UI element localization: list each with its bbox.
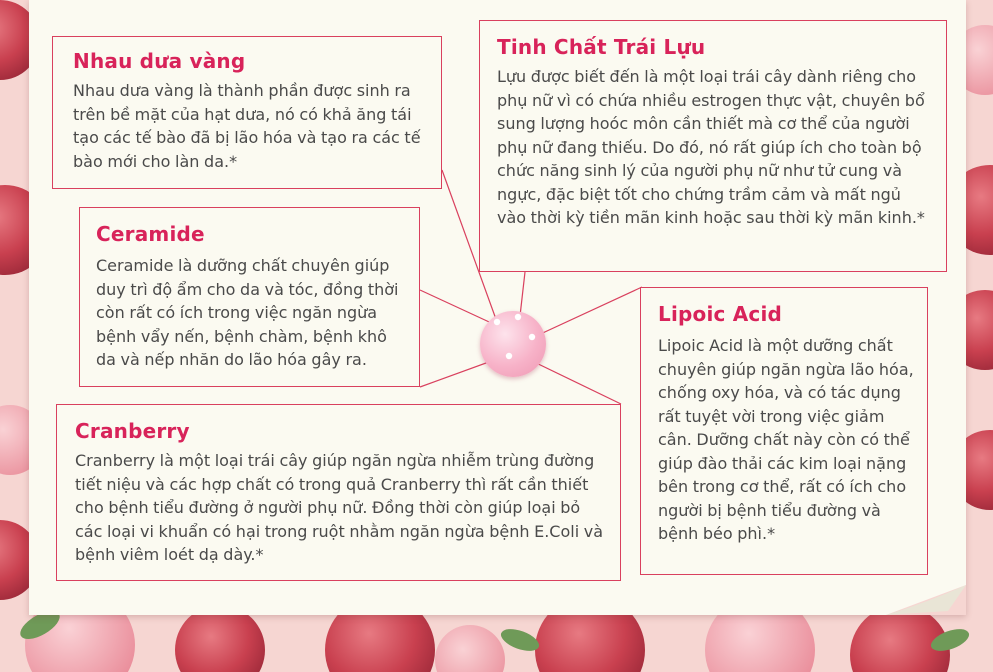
lipoic-acid-text: Lipoic Acid là một dưỡng chất chuyên giúp ngăn ngừa lão hóa, chống oxy hóa, và có tác dụng rất tuyệt vời trong việc giảm cân. Dưỡng chất này còn có thể giúp đào thải các kim loại nặng bên trong cơ thể, rất có ích cho người bị bệnh tiểu đường và bệnh béo phì.*	[658, 336, 914, 543]
ceramide-title: Ceramide	[96, 222, 205, 246]
nhau-dua-vang-title: Nhau dưa vàng	[73, 49, 246, 73]
tinh-chat-trai-luu-text: Lựu được biết đến là một loại trái cây dành riêng cho phụ nữ vì có chứa nhiều estrogen thực vật, chuyên bổ sung lượng hoóc môn cần thiết mà cơ thể của người phụ nữ đang thiếu. Do đó, nó rất giúp ích cho toàn bộ chức năng sinh lý của người phụ nữ như tử cung và ngực, đặc biệt tốt cho chứng trầm cảm và mất ngủ vào thời kỳ tiền mãn kinh hoặc sau thời kỳ mãn kinh.*	[497, 67, 925, 227]
card-page-curl	[886, 585, 966, 615]
lipoic-acid-box	[640, 287, 928, 575]
ceramide-box	[79, 207, 420, 387]
pink-capsule-icon	[480, 311, 546, 377]
cranberry-title: Cranberry	[75, 419, 190, 443]
tinh-chat-trai-luu-title: Tinh Chất Trái Lựu	[497, 35, 706, 59]
tinh-chat-trai-luu-box	[479, 20, 947, 272]
lipoic-acid-title: Lipoic Acid	[658, 302, 783, 326]
cranberry-text: Cranberry là một loại trái cây giúp ngăn ngừa nhiễm trùng đường tiết niệu và các hợp chất có trong quả Cranberry thì rất cần thiết cho bệnh tiểu đường ở người phụ nữ. Đồng thời còn giúp loại bỏ các loại vi khuẩn có hại trong ruột nhằm ngăn ngừa bệnh E.Coli và bệnh viêm loét dạ dày.*	[75, 451, 604, 564]
nhau-dua-vang-box	[52, 36, 442, 189]
ceramide-text: Ceramide là dưỡng chất chuyên giúp duy trì độ ẩm cho da và tóc, đồng thời còn rất có ích trong việc ngăn ngừa bệnh vẩy nến, bệnh chàm, bệnh khô da và nếp nhăn do lão hóa gây ra.	[96, 256, 399, 369]
cranberry-box	[56, 404, 621, 581]
nhau-dua-vang-text: Nhau dưa vàng là thành phần được sinh ra trên bề mặt của hạt dưa, nó có khả ăng tái tạo các tế bào đã bị lão hóa và tạo ra các tế bào mới cho làn da.*	[73, 81, 421, 171]
